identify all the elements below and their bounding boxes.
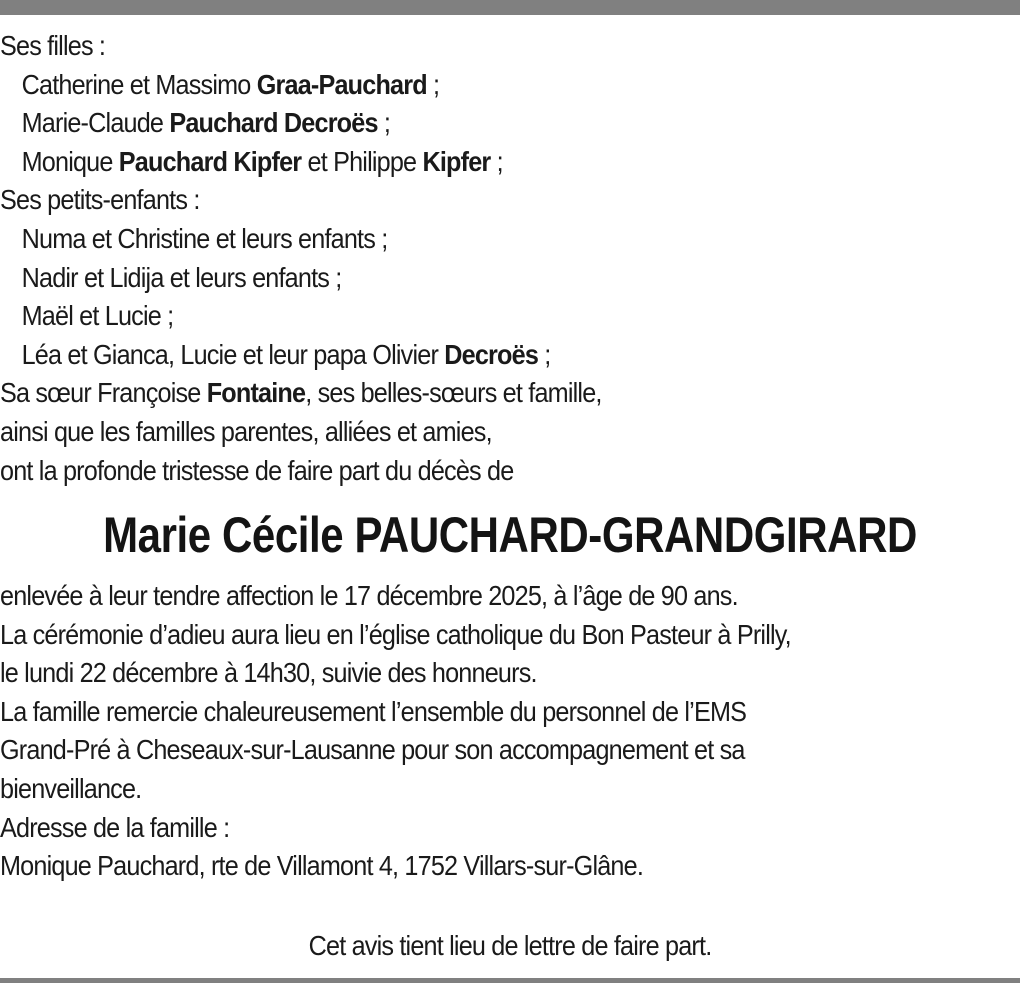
- daughter-line-3: Monique Pauchard Kipfer et Philippe Kipfer ;: [21, 145, 503, 177]
- detail-line-1: enlevée à leur tendre affection le 17 décembre 2025, à l’âge de 90 ans.: [0, 580, 738, 611]
- ceremony-details: [0, 577, 918, 886]
- family-list: [0, 27, 918, 490]
- grandchild-line-3: Maël et Lucie ;: [21, 300, 174, 332]
- sister-line: Sa sœur Françoise Fontaine, ses belles-sœurs et famille,: [0, 377, 602, 409]
- detail-line-5: Grand-Pré à Cheseaux-sur-Lausanne pour son accompagnement et sa: [0, 734, 745, 766]
- daughter-line-1: Catherine et Massimo Graa-Pauchard ;: [21, 68, 440, 100]
- detail-line-4: La famille remercie chaleureusement l’ensemble du personnel de l’EMS: [0, 695, 747, 727]
- announcement-line: ont la profonde tristesse de faire part du décès de: [0, 454, 514, 486]
- grandchild-line-2: Nadir et Lidija et leurs enfants ;: [21, 261, 342, 293]
- daughters-heading: Ses filles :: [0, 30, 106, 61]
- bottom-rule: [0, 978, 1020, 983]
- grandchild-line-1: Numa et Christine et leurs enfants ;: [21, 222, 388, 254]
- detail-line-2: La cérémonie d’adieu aura lieu en l’église catholique du Bon Pasteur à Prilly,: [0, 618, 791, 650]
- detail-line-3: le lundi 22 décembre à 14h30, suivie des honneurs.: [0, 657, 537, 689]
- grandchild-line-4: Léa et Gianca, Lucie et leur papa Olivier Decroës ;: [21, 338, 551, 370]
- top-rule: [0, 0, 1020, 15]
- detail-line-6: bienveillance.: [0, 772, 142, 804]
- address-heading: Adresse de la famille :: [0, 811, 230, 843]
- grandchildren-heading: Ses petits-enfants :: [0, 184, 200, 216]
- address-line: Monique Pauchard, rte de Villamont 4, 1752 Villars-sur-Glâne.: [0, 850, 644, 882]
- daughter-line-2: Marie-Claude Pauchard Decroës ;: [21, 107, 391, 139]
- deceased-name: Marie Cécile PAUCHARD-GRANDGIRARD: [103, 507, 917, 563]
- footer-note: Cet avis tient lieu de lettre de faire part.: [308, 930, 712, 961]
- families-line: ainsi que les familles parentes, alliées et amies,: [0, 415, 492, 447]
